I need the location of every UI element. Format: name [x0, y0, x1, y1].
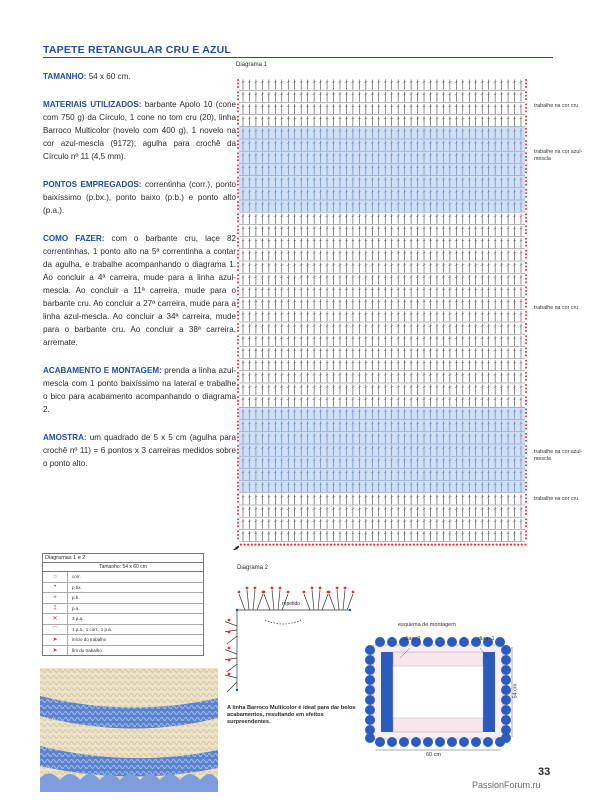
- assembly-height-label: 54 cm: [512, 683, 519, 699]
- double-crochet-icon: ‡: [43, 604, 68, 614]
- legend-row: ➤ início do trabalho: [43, 635, 203, 646]
- watermark: PassionForum.ru: [472, 780, 541, 790]
- legend-row: • p.bx.: [43, 583, 203, 594]
- diagram2-label: Diagrama 2: [237, 565, 269, 571]
- assembly-title: esquema de montagem: [398, 622, 456, 628]
- diagram2-chart: [225, 570, 365, 700]
- section-finishing: ACABAMENTO E MONTAGEM: prenda a linha azul-mescla com 1 ponto baixíssimo na lateral e trabalhe o bico para acabamento acompanhando o diagrama 2.: [43, 366, 237, 414]
- single-crochet-icon: +: [43, 593, 68, 603]
- v-stitch-icon: ⌒: [43, 625, 68, 635]
- diagram1-note-cru-mid: trabalhe na cor cru: [534, 305, 579, 311]
- photo-caption: A linha Barroco Multicolor é ideal para dar belos acabamentos, resultando em efeitos surpreendentes.: [227, 705, 356, 725]
- page-number: 33: [538, 766, 551, 778]
- instructions-column: [43, 70, 236, 485]
- repeat-label: repetido: [282, 601, 301, 607]
- diagram1-chart: [233, 70, 531, 550]
- chain-icon: ○: [43, 572, 68, 582]
- legend-row: ⌒ 1 p.a., 1 corr., 1 p.a.: [43, 625, 203, 636]
- crochet-photo: [40, 668, 218, 792]
- legend-row: ‡ p.a.: [43, 604, 203, 615]
- diagram1-note-blue-top: trabalhe na cor azul-mescla: [534, 149, 583, 162]
- legend-size: Tamanho: 54 x 60 cm: [43, 563, 203, 572]
- legend-row: + p.b.: [43, 593, 203, 604]
- section-materials: MATERIAIS UTILIZADOS: barbante Apolo 10 (cone com 750 g) da Círculo, 1 cone no tom cru (20), linha Barroco Multicolor (novelo com 400 g), 1 novelo na cor azul-mescla (9172); agulha para crochê da Círculo nº 11 (4,5 mm).: [43, 100, 237, 161]
- section-size: TAMANHO: 54 x 60 cm.: [43, 72, 131, 81]
- page-title: TAPETE RETANGULAR CRU E AZUL: [43, 44, 231, 56]
- three-dc-icon: ✕: [43, 614, 68, 624]
- diagram1-label: Diagrama 1: [236, 62, 268, 68]
- section-gauge: AMOSTRA: um quadrado de 5 x 5 cm (agulha para crochê nº 11) = 6 pontos x 3 carreiras medidos sobre o ponto alto.: [43, 433, 236, 468]
- assembly-diag2-label: diag. 2: [404, 636, 421, 642]
- slip-stitch-icon: •: [43, 583, 68, 593]
- diagram1-note-cru-top: trabalhe na cor cru: [534, 103, 579, 109]
- legend-title: Diagramas 1 e 2: [43, 554, 203, 563]
- legend-row: ➤ fim do trabalho: [43, 646, 203, 656]
- assembly-width-label: 60 cm: [426, 752, 441, 758]
- assembly-scheme: [360, 618, 520, 758]
- section-how-to: COMO FAZER: com o barbante cru, laçe 82 correntinhas, 1 ponto alto na 5ª correntinha a contar da agulha, e trabalhe acompanhando o diagrama 1. Ao concluir a 4ª carreira, mude para a linha azul-mescla. Ao concluir a 11ª carreira, mude para o barbante cru. Ao concluir a 27ª carreira, mude para a linha azul-mescla. Ao concluir a 34ª carreira, mude para o barbante cru. Ao concluir a 38ª carreira, arremate.: [43, 234, 236, 347]
- assembly-diag1-label: diag. 1: [478, 636, 495, 642]
- section-stitches: PONTOS EMPREGADOS: correntinha (corr.), ponto baixíssimo (p.bx.), ponto baixo (p.b.) e ponto alto (p.a.).: [43, 180, 236, 215]
- legend-table: [42, 553, 204, 656]
- diagram1-note-blue-bottom: trabalhe na cor azul-mescla: [534, 449, 583, 462]
- legend-row: ✕ 3 p.a.: [43, 614, 203, 625]
- end-arrow-icon: ➤: [43, 646, 68, 656]
- legend-row: ○ corr.: [43, 572, 203, 583]
- start-arrow-icon: ➤: [43, 635, 68, 645]
- diagram1-note-cru-bottom: trabalhe na cor cru: [534, 496, 579, 502]
- title-divider: [43, 57, 553, 58]
